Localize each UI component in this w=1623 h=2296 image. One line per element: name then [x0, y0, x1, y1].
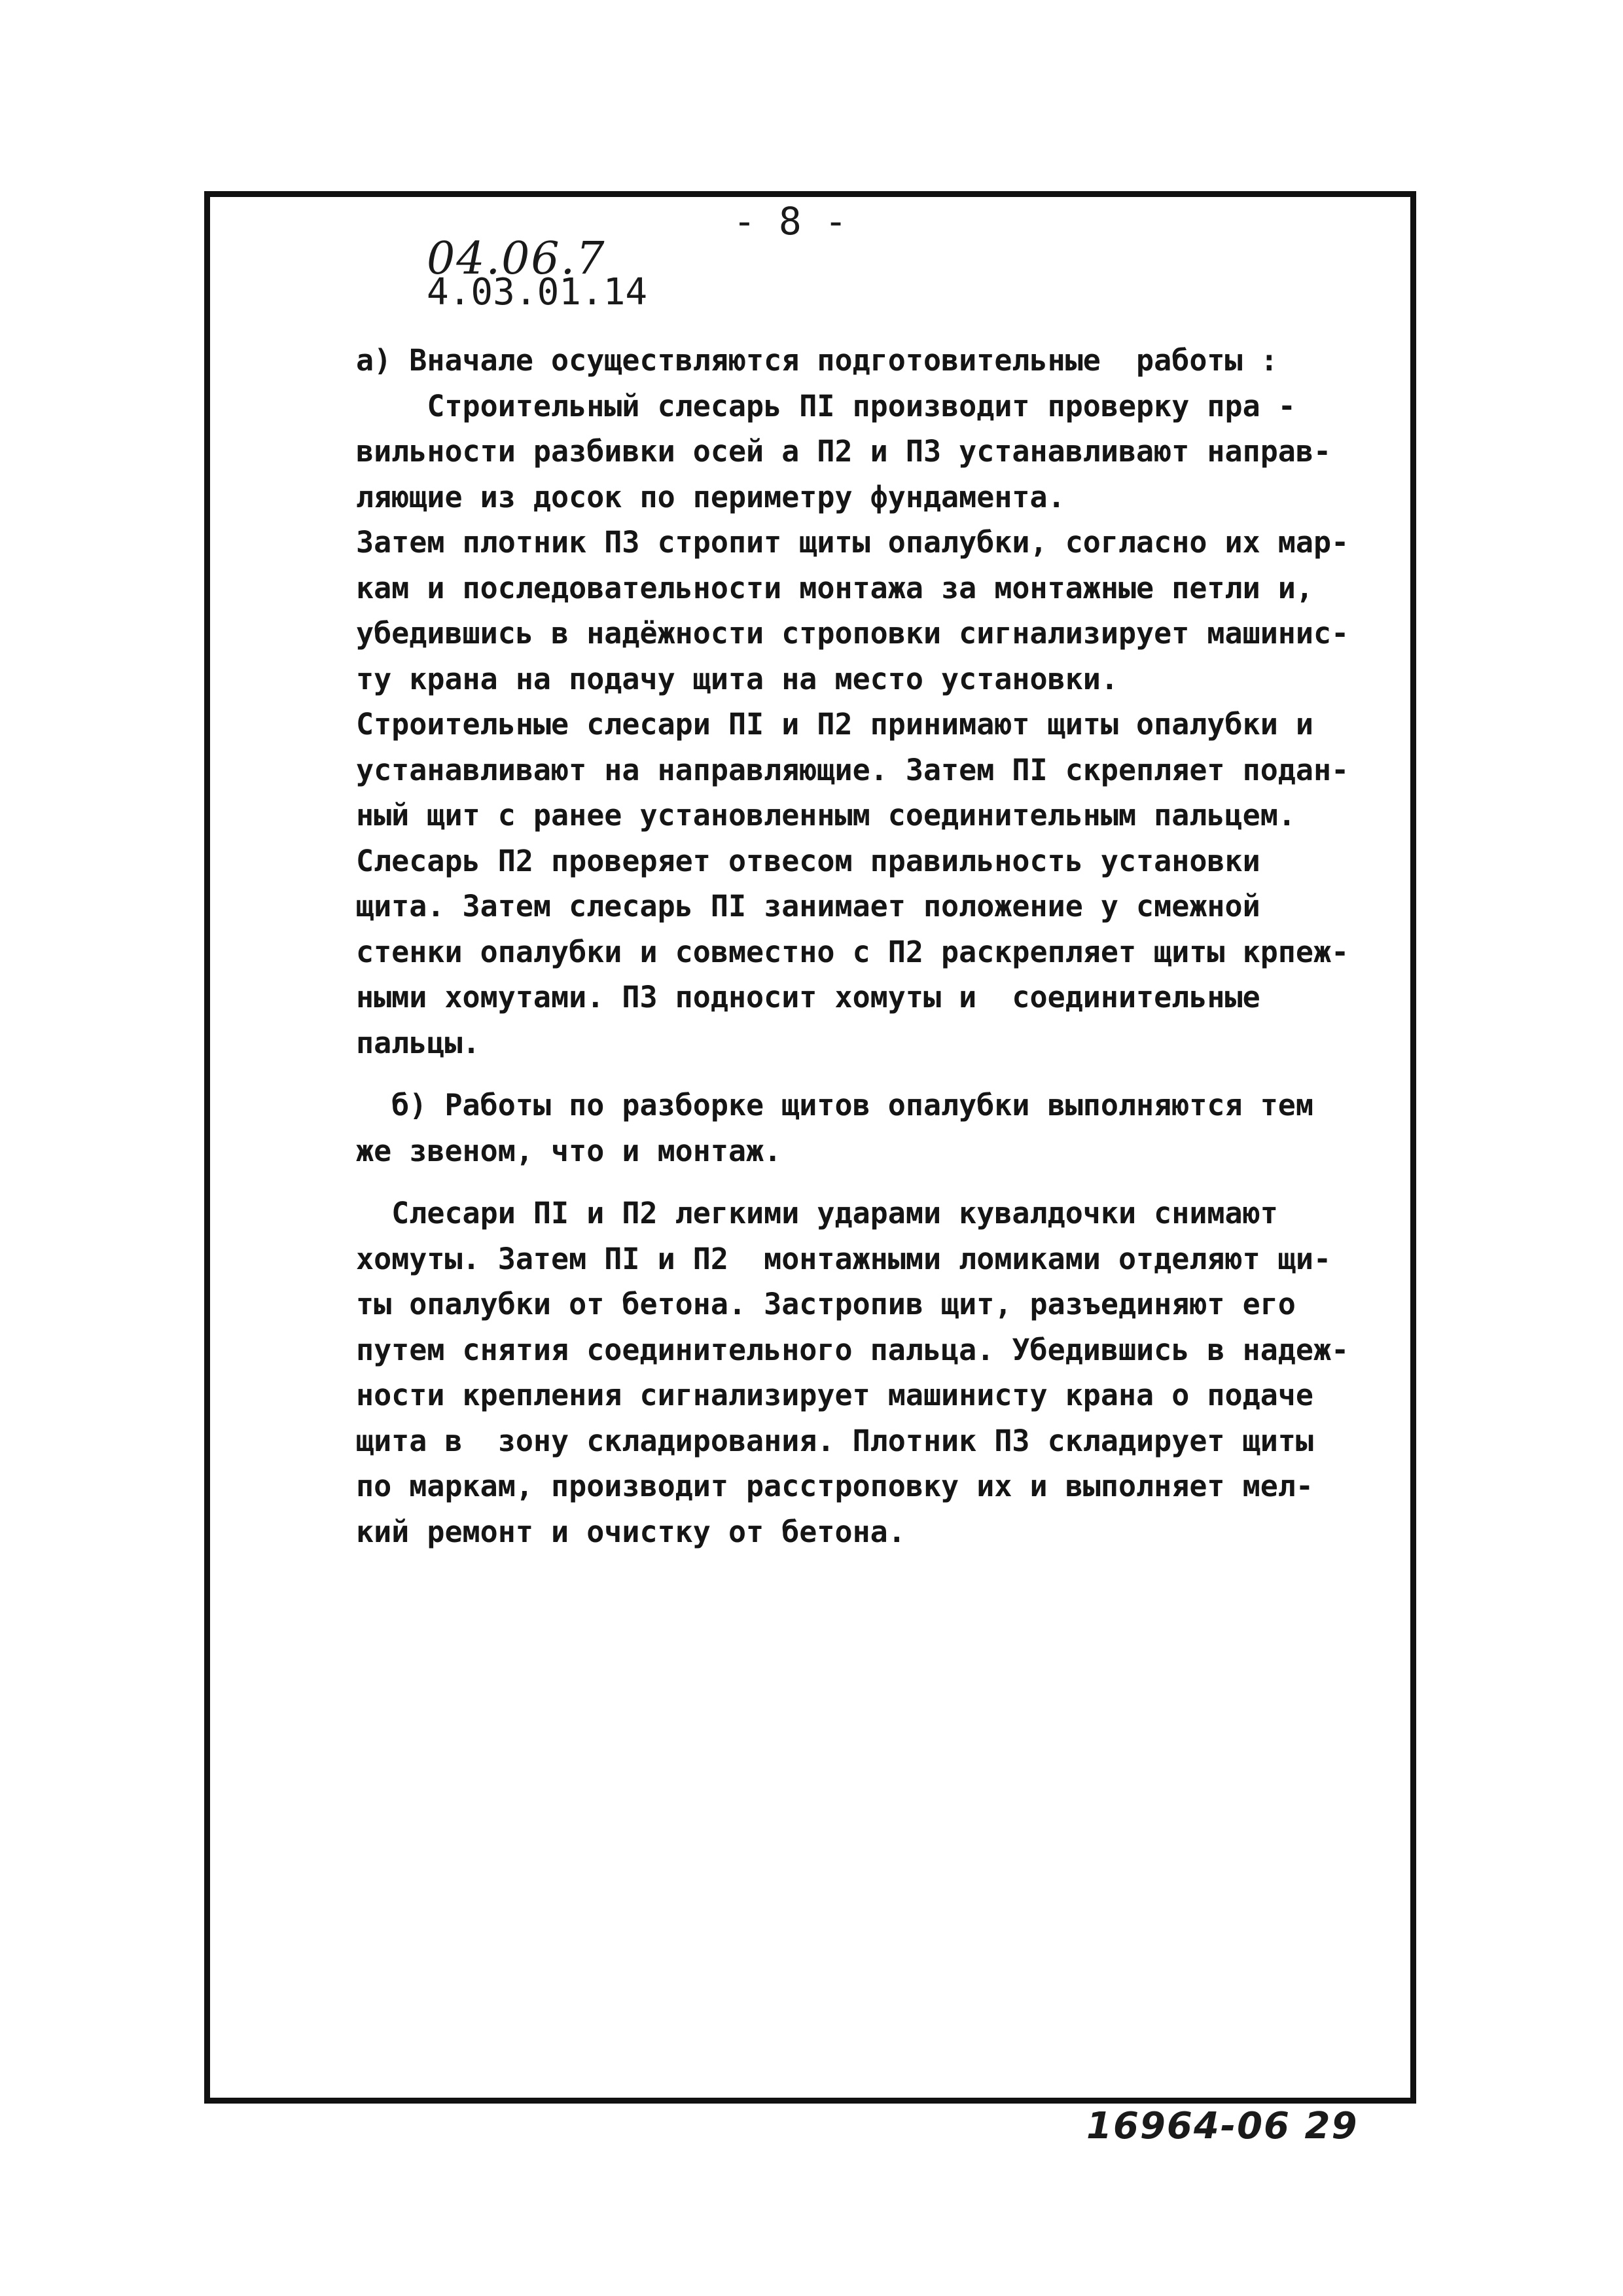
- paragraph-gap: [356, 1066, 1390, 1083]
- text-line: Строительные слесари ПI и П2 принимают щиты опалубки и: [356, 707, 1313, 742]
- handwritten-code: 04.06.7: [427, 233, 606, 285]
- text-line: хомуты. Затем ПI и П2 монтажными ломиками отделяют щи-: [356, 1241, 1332, 1276]
- text-line: устанавливают на направляющие. Затем ПI скрепляет подан-: [356, 752, 1349, 787]
- paragraph-gap: [356, 1174, 1390, 1191]
- text-line: по маркам, производит расстроповку их и выполняет мел-: [356, 1469, 1313, 1503]
- text-line: щита. Затем слесарь ПI занимает положение у смежной: [356, 889, 1260, 924]
- text-line: а) Вначале осуществляются подготовительные работы :: [356, 343, 1278, 378]
- body-text: [356, 338, 1390, 1554]
- text-line: ляющие из досок по периметру фундамента.: [356, 479, 1065, 514]
- page-number: - 8 -: [733, 199, 847, 243]
- text-line: ный щит с ранее установленным соединительным пальцем.: [356, 798, 1296, 833]
- text-line: пальцы.: [356, 1025, 480, 1060]
- text-line: же звеном, что и монтаж.: [356, 1133, 782, 1168]
- text-line: Строительный слесарь ПI производит проверку пра -: [356, 388, 1296, 423]
- text-line: щита в зону складирования. Плотник П3 складирует щиты: [356, 1423, 1313, 1458]
- footer-stamp: 16964-06 29: [1086, 2105, 1359, 2147]
- text-line: Затем плотник П3 стропит щиты опалубки, согласно их мар-: [356, 525, 1349, 560]
- text-line: стенки опалубки и совместно с П2 раскрепляет щиты крпеж-: [356, 934, 1349, 969]
- text-line: ту крана на подачу щита на место установки.: [356, 661, 1118, 696]
- text-line: кам и последовательности монтажа за монтажные петли и,: [356, 570, 1313, 605]
- text-line: Слесари ПI и П2 легкими ударами кувалдочки снимают: [356, 1196, 1278, 1230]
- text-line: вильности разбивки осей а П2 и П3 устанавливают направ-: [356, 434, 1332, 469]
- text-line: убедившись в надёжности строповки сигнализирует машинис-: [356, 616, 1349, 651]
- text-line: ты опалубки от бетона. Застропив щит, разъединяют его: [356, 1287, 1296, 1321]
- text-line: ности крепления сигнализирует машинисту крана о подаче: [356, 1378, 1313, 1412]
- text-line: ными хомутами. П3 подносит хомуты и соединительные: [356, 980, 1260, 1014]
- text-line: кий ремонт и очистку от бетона.: [356, 1514, 906, 1549]
- text-line: Слесарь П2 проверяет отвесом правильность установки: [356, 843, 1260, 878]
- document-code: 4.03.01.14: [427, 271, 648, 314]
- text-line: б) Работы по разборке щитов опалубки выполняются тем: [356, 1088, 1313, 1122]
- text-line: путем снятия соединительного пальца. Убедившись в надеж-: [356, 1332, 1349, 1367]
